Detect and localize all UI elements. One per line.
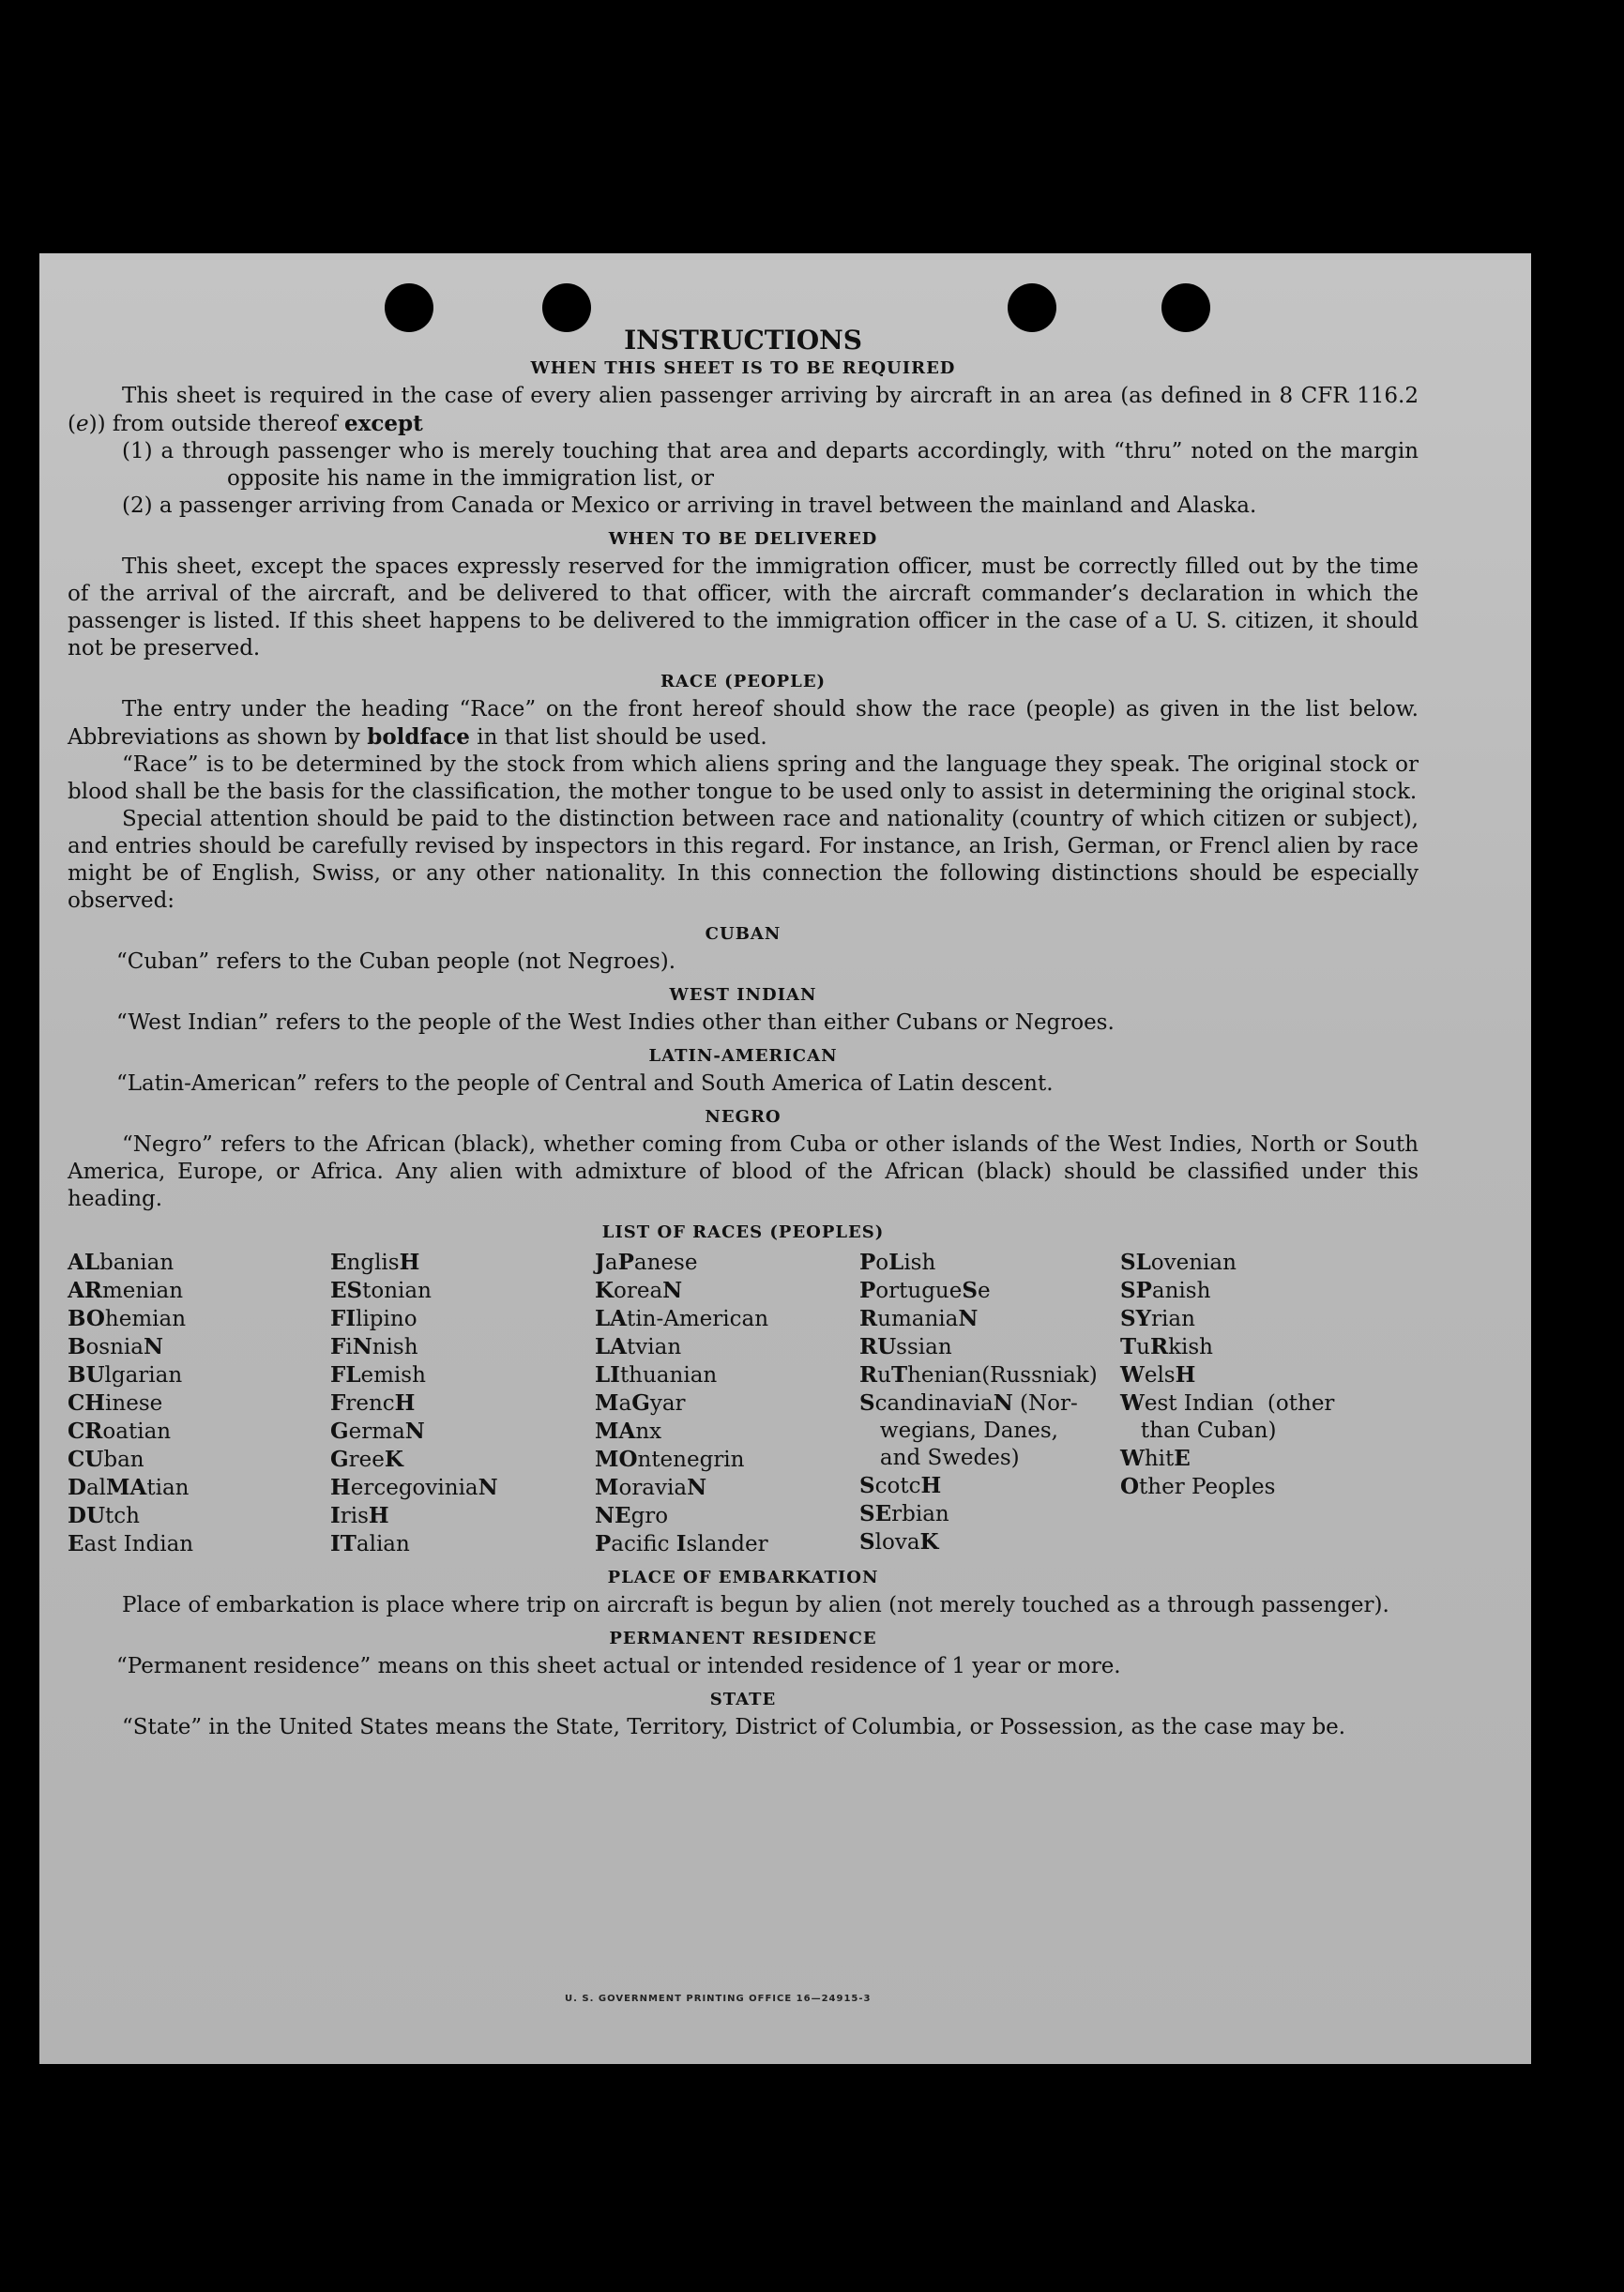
west-indian-definition: “West Indian” refers to the people of the West Indies other than either Cubans or Negroes. <box>116 1010 1115 1035</box>
race-entry: PortugueSe <box>859 1278 991 1303</box>
race-column-3 <box>595 1249 859 1558</box>
race-entry: PoLish <box>859 1250 936 1275</box>
race-entry: WhitE <box>1120 1446 1191 1471</box>
race-paragraph-3: Special attention should be paid to the distinction between race and nationality (country of which citizen or subject), and entries should be carefully revised by inspectors in this regard. For instance, an Irish, German, or Frencl alien by race might be of English, Swiss, or any other nationality. In this connection the following distinctions should be especially observed: <box>68 807 1419 913</box>
race-entry: NEgro <box>595 1503 669 1528</box>
race-entry: ALbanian <box>68 1250 175 1275</box>
heading-cuban: CUBAN <box>705 924 782 944</box>
race-entry: ITalian <box>330 1531 410 1556</box>
race-entry: RuThenian(Russniak) <box>859 1362 1098 1388</box>
race-paragraph-2: “Race” is to be determined by the stock from which aliens spring and the language they speak. The original stock or blood shall be the basis for the classification, the mother tongue to be used only to assist in determining the original stock. <box>68 752 1419 804</box>
race-entry: BUlgarian <box>68 1362 183 1388</box>
race-column-5 <box>1120 1249 1402 1558</box>
race-entry: and Swedes) <box>859 1446 1020 1470</box>
race-entry: LAtvian <box>595 1334 682 1359</box>
exception-item-1: (1) a through passenger who is merely touching that area and departs accordingly, with “thru” noted on the margin opposite his name in the immigration list, or <box>122 439 1419 491</box>
page-title: INSTRUCTIONS <box>624 325 862 356</box>
instructions-content <box>68 325 1419 1741</box>
race-entry: RumaniaN <box>859 1306 979 1331</box>
heading-list-of-races: LIST OF RACES (PEOPLES) <box>601 1222 885 1242</box>
instruction-sheet <box>39 253 1531 2064</box>
heading-race: RACE (PEOPLE) <box>660 672 827 691</box>
race-entry: KoreaN <box>595 1278 683 1303</box>
race-entry: LIthuanian <box>595 1362 718 1388</box>
race-entry: MOntenegrin <box>595 1447 745 1472</box>
race-entry: SlovaK <box>859 1529 939 1555</box>
heading-negro: NEGRO <box>705 1107 782 1127</box>
heading-when-delivered: WHEN TO BE DELIVERED <box>608 529 878 549</box>
race-entry: Other Peoples <box>1120 1474 1276 1499</box>
heading-state: STATE <box>709 1690 777 1709</box>
heading-residence: PERMANENT RESIDENCE <box>609 1629 877 1648</box>
race-paragraph-1: The entry under the heading “Race” on the front hereof should show the race (people) as given in the list below. Abbreviations as shown by boldface in that list should be used. <box>68 697 1419 750</box>
race-entry: SLovenian <box>1120 1250 1237 1275</box>
race-entry: wegians, Danes, <box>859 1419 1058 1443</box>
heading-embarkation: PLACE OF EMBARKATION <box>607 1568 879 1587</box>
race-entry: East Indian <box>68 1531 194 1556</box>
race-entry: EStonian <box>330 1278 432 1303</box>
race-entry: MaGyar <box>595 1390 686 1416</box>
when-delivered-text: This sheet, except the spaces expressly reserved for the immigration officer, must be correctly filled out by the time of the arrival of the aircraft, and be delivered to that officer, with the aircraft commander’s declaration in which the passenger is listed. If this sheet happens to be delivered to the immigration officer in the case of a U. S. citizen, it should not be preserved. <box>68 554 1419 660</box>
heading-when-required: WHEN THIS SHEET IS TO BE REQUIRED <box>530 358 956 378</box>
race-entry: FIlipino <box>330 1306 417 1331</box>
embarkation-definition: Place of embarkation is place where trip on aircraft is begun by alien (not merely touched as a through passenger). <box>122 1593 1389 1617</box>
race-column-4 <box>859 1249 1120 1558</box>
race-entry: West Indian (other <box>1120 1390 1335 1416</box>
race-entry: EnglisH <box>330 1250 420 1275</box>
race-entry: TuRkish <box>1120 1334 1213 1359</box>
race-entry: FiNnish <box>330 1334 418 1359</box>
race-entry: ScotcH <box>859 1473 942 1498</box>
latin-american-definition: “Latin-American” refers to the people of Central and South America of Latin descent. <box>116 1071 1054 1096</box>
race-entry: RUssian <box>859 1334 952 1359</box>
race-list <box>68 1249 1419 1558</box>
race-entry: DUtch <box>68 1503 140 1528</box>
cuban-definition: “Cuban” refers to the Cuban people (not Negroes). <box>116 949 676 974</box>
race-entry: CUban <box>68 1447 144 1472</box>
race-entry: MoraviaN <box>595 1475 707 1500</box>
race-entry: BOhemian <box>68 1306 187 1331</box>
heading-west-indian: WEST INDIAN <box>669 985 817 1005</box>
negro-definition: “Negro” refers to the African (black), whether coming from Cuba or other islands of the West Indies, North or South America, Europe, or Africa. Any alien with admixture of blood of the African (black) should be classified under this heading. <box>68 1132 1419 1211</box>
race-entry: than Cuban) <box>1120 1419 1277 1443</box>
heading-latin-american: LATIN-AMERICAN <box>648 1046 838 1066</box>
race-entry: IrisH <box>330 1503 389 1528</box>
printing-office-imprint: U. S. GOVERNMENT PRINTING OFFICE 16—24915-3 <box>565 1994 872 2004</box>
race-entry: SPanish <box>1120 1278 1211 1303</box>
race-entry: SErbian <box>859 1501 949 1526</box>
state-definition: “State” in the United States means the State, Territory, District of Columbia, or Possession, as the case may be. <box>122 1715 1346 1739</box>
race-entry: Pacific Islander <box>595 1531 768 1556</box>
race-entry: ScandinaviaN (Nor- <box>859 1390 1078 1416</box>
race-entry: MAnx <box>595 1419 662 1444</box>
residence-definition: “Permanent residence” means on this sheet actual or intended residence of 1 year or more. <box>116 1654 1121 1678</box>
race-entry: FrencH <box>330 1390 416 1416</box>
race-entry: FLemish <box>330 1362 426 1388</box>
race-entry: BosniaN <box>68 1334 164 1359</box>
race-entry: CHinese <box>68 1390 163 1416</box>
when-required-intro: This sheet is required in the case of every alien passenger arriving by aircraft in an area (as defined in 8 CFR 116.2 (e)) from outside thereof except <box>68 384 1419 436</box>
race-entry: JaPanese <box>595 1250 698 1275</box>
race-entry: CRoatian <box>68 1419 172 1444</box>
race-entry: GreeK <box>330 1447 403 1472</box>
race-entry: WelsH <box>1120 1362 1196 1388</box>
race-entry: SYrian <box>1120 1306 1195 1331</box>
race-column-1 <box>68 1249 330 1558</box>
race-entry: GermaN <box>330 1419 425 1444</box>
exception-item-2: (2) a passenger arriving from Canada or Mexico or arriving in travel between the mainland and Alaska. <box>122 493 1257 518</box>
race-entry: DalMAtian <box>68 1475 190 1500</box>
race-column-2 <box>330 1249 595 1558</box>
race-entry: HercegoviniaN <box>330 1475 498 1500</box>
race-entry: LAtin-American <box>595 1306 769 1331</box>
race-entry: ARmenian <box>68 1278 184 1303</box>
